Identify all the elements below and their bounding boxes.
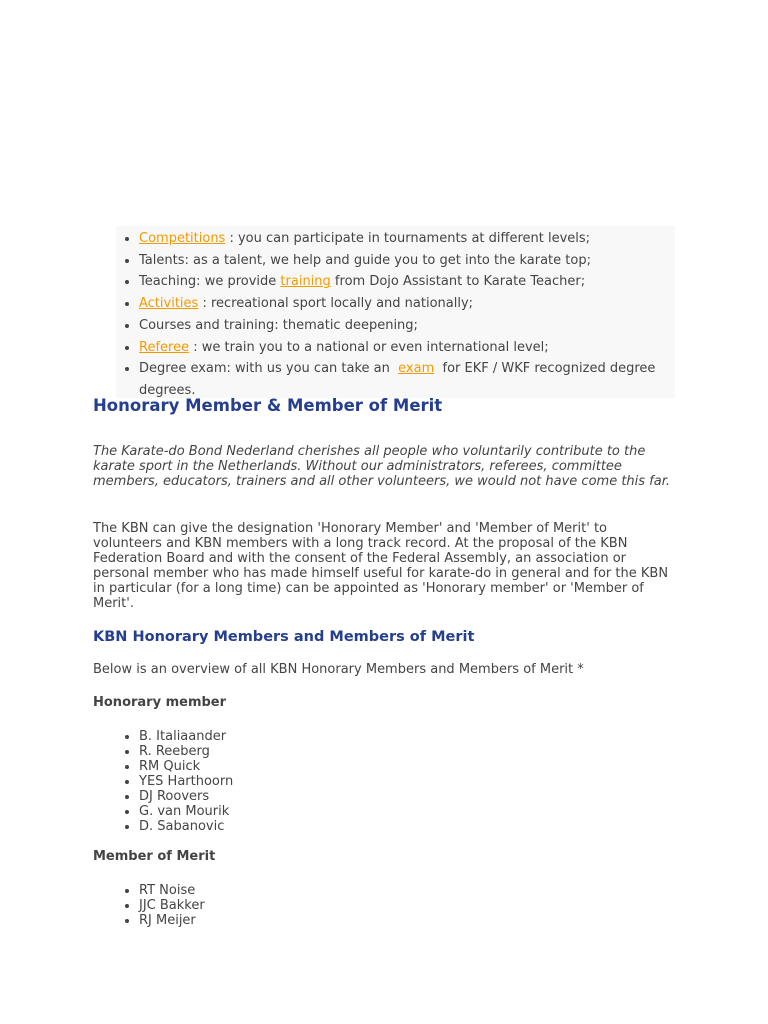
list-item: • RJ Meijer — [139, 913, 205, 928]
list-item: • Activities : recreational sport locally and nationally; — [139, 293, 699, 315]
list-item: • Talents: as a talent, we help and guide you to get into the karate top; — [139, 250, 699, 272]
services-list — [93, 228, 699, 402]
merit-list — [93, 883, 205, 928]
overview-title: KBN Honorary Members and Members of Merit — [93, 629, 475, 645]
list-item: • Competitions : you can participate in tournaments at different levels; — [139, 228, 699, 250]
body-paragraph: The KBN can give the designation 'Honorary Member' and 'Member of Merit' to volunteers and KBN members with a long track record. At the proposal of the KBN Federation Board and with the consent of the Federal Assembly, an association or personal member who has made himself useful for karate-do in general and for the KBN in particular (for a long time) can be appointed as 'Honorary member' or 'Member of Merit'. — [93, 521, 669, 611]
list-item: • D. Sabanovic — [139, 819, 233, 834]
list-item: • Degree exam: with us you can take an exam for EKF / WKF recognized degree degrees. — [139, 358, 699, 401]
list-item: • RT Noise — [139, 883, 205, 898]
activities-link[interactable]: Activities — [139, 296, 199, 312]
list-item: • Teaching: we provide training from Dojo Assistant to Karate Teacher; — [139, 271, 699, 293]
exam-link[interactable]: exam — [398, 361, 435, 377]
list-item: • RM Quick — [139, 759, 233, 774]
section-title: Honorary Member & Member of Merit — [93, 396, 443, 415]
list-item: • JJC Bakker — [139, 898, 205, 913]
list-item: • YES Harthoorn — [139, 774, 233, 789]
competitions-link[interactable]: Competitions — [139, 231, 226, 246]
honorary-list — [93, 729, 233, 834]
overview-text: Below is an overview of all KBN Honorary Members and Members of Merit * — [93, 662, 584, 677]
intro-paragraph: The Karate-do Bond Nederland cherishes all people who voluntarily contribute to the karate sport in the Netherlands. Without our administrators, referees, committee members, educators, trainers and all other volunteers, we would not have come this far. — [93, 444, 671, 489]
list-item: • G. van Mourik — [139, 804, 233, 819]
list-item: • R. Reeberg — [139, 744, 233, 759]
list-item: • B. Italiaander — [139, 729, 233, 744]
list-item: • Courses and training: thematic deepening; — [139, 315, 699, 337]
training-link[interactable]: training — [280, 274, 331, 290]
merit-label: Member of Merit — [93, 849, 216, 864]
referee-link[interactable]: Referee — [139, 339, 190, 355]
list-item: • DJ Roovers — [139, 789, 233, 804]
honorary-label: Honorary member — [93, 695, 227, 710]
list-item: • Referee : we train you to a national or even international level; — [139, 337, 699, 359]
